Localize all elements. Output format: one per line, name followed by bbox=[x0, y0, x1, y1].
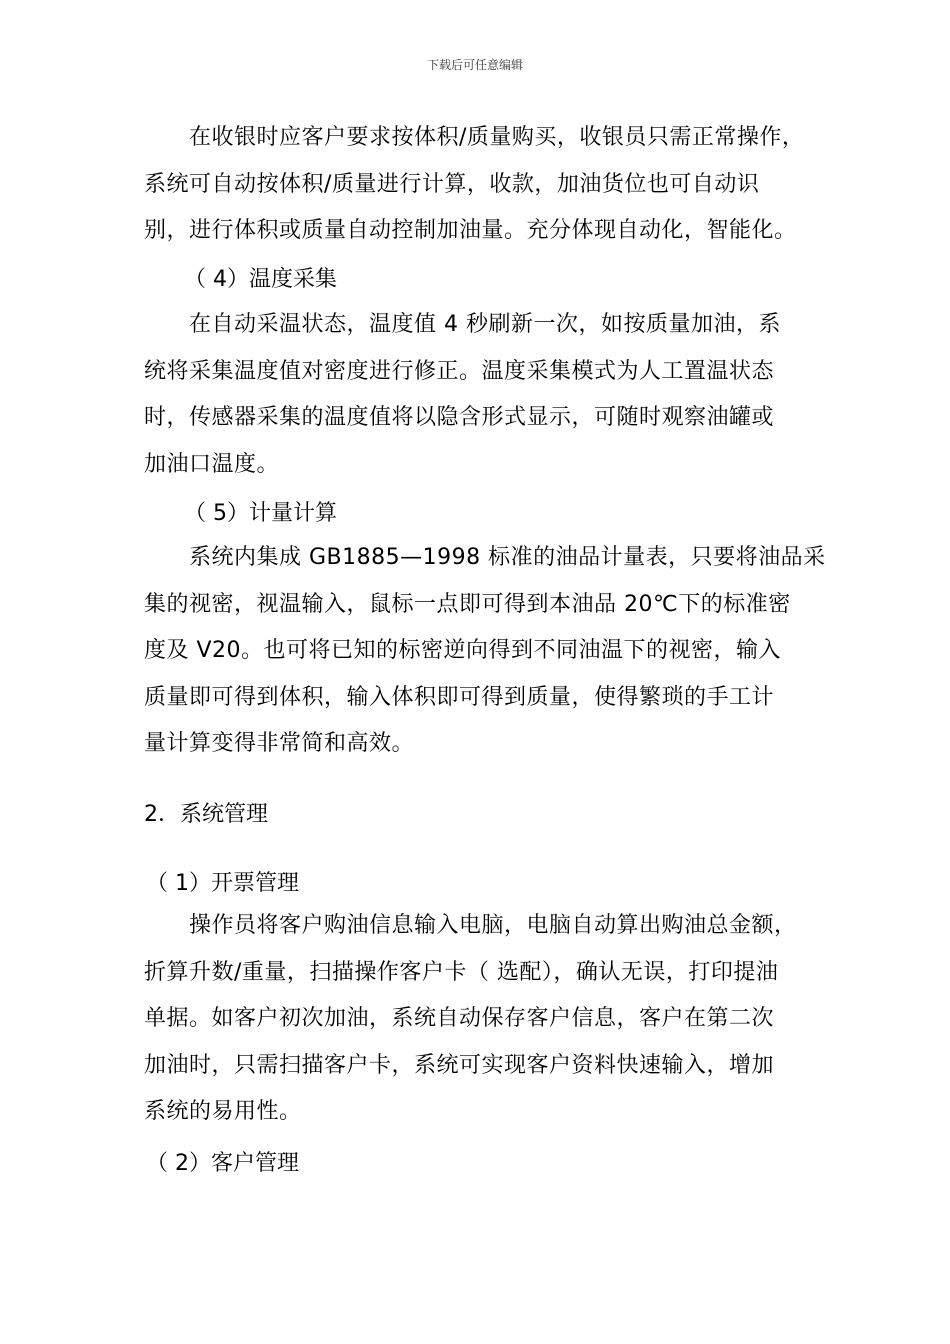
text-line: 折算升数/重量，扫描操作客户卡（ 选配），确认无误，打印提油 bbox=[144, 959, 779, 985]
paragraph-metering bbox=[144, 535, 824, 768]
heading-invoicing: （ 1）开票管理 bbox=[146, 871, 299, 896]
text-line: 集的视密，视温输入，鼠标一点即可得到本油品 20℃下的标准密 bbox=[144, 591, 791, 617]
text-line: 在自动采温状态，温度值 4 秒刷新一次，如按质量加油，系 bbox=[144, 312, 781, 337]
text-line: 在收银时应客户要求按体积/质量购买，收银员只需正常操作， bbox=[144, 125, 805, 150]
page-header: 下载后可任意编辑 bbox=[426, 58, 523, 72]
paragraph-invoicing bbox=[144, 903, 824, 1136]
text-line: 系统内集成 GB1885—1998 标准的油品计量表，只要将油品采 bbox=[144, 545, 826, 570]
text-line: 系统的易用性。 bbox=[144, 1099, 302, 1124]
text-line: 加油口温度。 bbox=[144, 451, 280, 477]
text-line: 加油时，只需扫描客户卡，系统可实现客户资料快速输入，增加 bbox=[144, 1052, 775, 1078]
text-line: 系统可自动按体积/质量进行计算，收款，加油货位也可自动识 bbox=[144, 171, 760, 197]
heading-customer-management: （ 2）客户管理 bbox=[146, 1151, 299, 1176]
text-line: 时，传感器采集的温度值将以隐含形式显示，可随时观察油罐或 bbox=[144, 405, 775, 430]
heading-metering: （ 5）计量计算 bbox=[184, 501, 337, 526]
text-line: 别，进行体积或质量自动控制加油量。充分体现自动化，智能化。 bbox=[144, 218, 797, 243]
text-line: 质量即可得到体积，输入体积即可得到质量，使得繁琐的手工计 bbox=[144, 684, 775, 710]
text-line: 单据。如客户初次加油，系统自动保存客户信息，客户在第二次 bbox=[144, 1006, 775, 1031]
text-line: 量计算变得非常简和高效。 bbox=[144, 731, 415, 756]
text-line: 度及 V20。也可将已知的标密逆向得到不同油温下的视密，输入 bbox=[144, 638, 782, 663]
heading-temperature: （ 4）温度采集 bbox=[184, 267, 337, 292]
text-line: 统将采集温度值对密度进行修正。温度采集模式为人工置温状态 bbox=[144, 358, 775, 384]
text-line: 操作员将客户购油信息输入电脑，电脑自动算出购油总金额， bbox=[144, 913, 797, 938]
paragraph-temperature bbox=[144, 302, 824, 488]
section-title-system-management: 2．系统管理 bbox=[144, 802, 268, 827]
paragraph-checkout bbox=[144, 115, 824, 255]
